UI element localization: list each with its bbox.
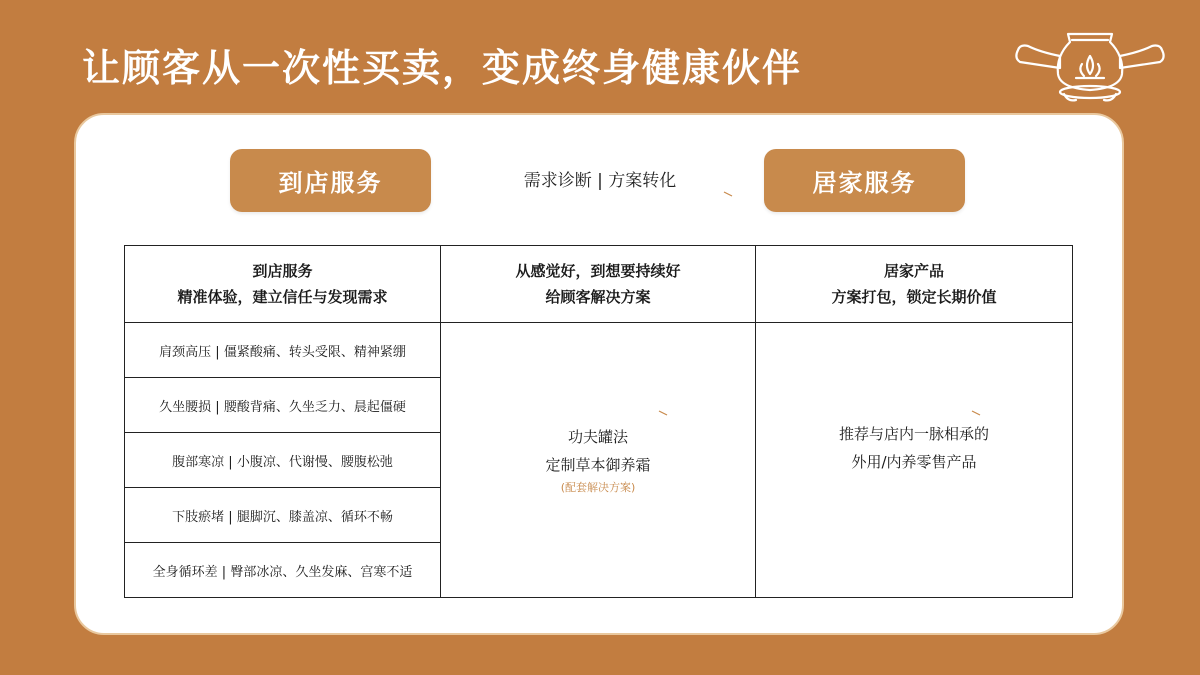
header-store — [125, 246, 441, 323]
header-home — [756, 246, 1073, 323]
header-store-title: 到店服务 — [252, 262, 313, 280]
arrow-icon — [529, 409, 669, 419]
solution-note: (配套解决方案) — [560, 481, 636, 494]
products-line1: 推荐与店内一脉相承的 — [838, 425, 989, 443]
products-line2: 外用/内养零售产品 — [851, 453, 977, 471]
slide-title: 让顾客从一次性买卖，变成终身健康伙伴 — [82, 45, 803, 90]
flow-label: 需求诊断 | 方案转化 — [523, 171, 677, 191]
solution-cell — [441, 323, 756, 598]
symptom-cell: 下肢瘀堵 | 腿脚沉、膝盖凉、循环不畅 — [125, 488, 441, 543]
solution-line2: 定制草本御养霜 — [545, 456, 651, 474]
header-home-subtitle: 方案打包，锁定长期价值 — [831, 288, 997, 306]
header-solution — [441, 246, 756, 323]
header-solution-title: 从感觉好，到想要持续好 — [515, 262, 681, 280]
table-row — [125, 323, 1073, 378]
service-table — [124, 245, 1073, 598]
table-header-row — [125, 246, 1073, 323]
arrow-icon — [842, 409, 982, 419]
store-service-pill: 到店服务 — [230, 149, 431, 212]
products-cell — [756, 323, 1073, 598]
symptom-cell: 腹部寒凉 | 小腹凉、代谢慢、腰腹松弛 — [125, 433, 441, 488]
header-solution-subtitle: 给顾客解决方案 — [545, 288, 651, 306]
cupping-jar-logo-icon — [1010, 28, 1170, 106]
home-service-pill: 居家服务 — [764, 149, 965, 212]
flow-arrow-icon — [478, 190, 734, 200]
symptom-cell: 肩颈高压 | 僵紧酸痛、转头受限、精神紧绷 — [125, 323, 441, 378]
header-store-subtitle: 精准体验，建立信任与发现需求 — [177, 288, 388, 306]
symptom-cell: 久坐腰损 | 腰酸背痛、久坐乏力、晨起僵硬 — [125, 378, 441, 433]
symptom-cell: 全身循环差 | 臀部冰凉、久坐发麻、宫寒不适 — [125, 543, 441, 598]
solution-line1: 功夫罐法 — [567, 428, 628, 446]
header-home-title: 居家产品 — [883, 262, 944, 280]
